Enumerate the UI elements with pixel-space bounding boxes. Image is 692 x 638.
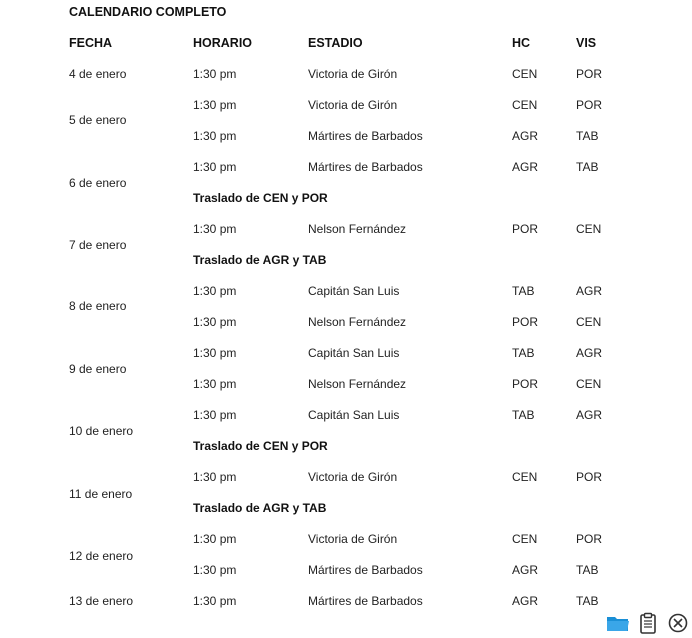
home-team: TAB	[512, 284, 535, 298]
visitor-team: AGR	[576, 346, 603, 360]
home-team: POR	[512, 377, 539, 391]
home-team: AGR	[512, 160, 539, 174]
visitor-team: TAB	[576, 160, 599, 174]
game-stadium: Victoria de Girón	[308, 98, 398, 112]
game-stadium: Victoria de Girón	[308, 470, 398, 484]
close-circle-icon[interactable]	[667, 612, 689, 634]
date-label: 11 de enero	[69, 487, 133, 501]
header-fecha: FECHA	[69, 36, 113, 50]
home-team: TAB	[512, 346, 535, 360]
date-label: 9 de enero	[69, 362, 127, 376]
game-stadium: Capitán San Luis	[308, 346, 400, 360]
home-team: POR	[512, 222, 539, 236]
visitor-team: POR	[576, 67, 603, 81]
game-time: 1:30 pm	[193, 470, 237, 484]
clipboard-icon[interactable]	[637, 612, 659, 634]
visitor-team: CEN	[576, 377, 602, 391]
visitor-team: POR	[576, 470, 603, 484]
header-hc: HC	[512, 36, 531, 50]
game-stadium: Mártires de Barbados	[308, 563, 423, 577]
transfer-note: Traslado de CEN y POR	[193, 439, 328, 453]
game-time: 1:30 pm	[193, 594, 237, 608]
home-team: AGR	[512, 594, 539, 608]
home-team: AGR	[512, 129, 539, 143]
home-team: CEN	[512, 67, 538, 81]
date-label: 4 de enero	[69, 67, 127, 81]
visitor-team: POR	[576, 532, 603, 546]
visitor-team: CEN	[576, 315, 602, 329]
game-stadium: Victoria de Girón	[308, 67, 398, 81]
visitor-team: POR	[576, 98, 603, 112]
header-estadio: ESTADIO	[308, 36, 363, 50]
visitor-team: AGR	[576, 408, 603, 422]
home-team: AGR	[512, 563, 539, 577]
date-label: 13 de enero	[69, 594, 134, 608]
game-stadium: Victoria de Girón	[308, 532, 398, 546]
home-team: CEN	[512, 470, 538, 484]
transfer-note: Traslado de CEN y POR	[193, 191, 328, 205]
game-stadium: Nelson Fernández	[308, 315, 407, 329]
date-label: 10 de enero	[69, 424, 134, 438]
game-time: 1:30 pm	[193, 222, 237, 236]
transfer-note: Traslado de AGR y TAB	[193, 501, 327, 515]
header-vis: VIS	[576, 36, 597, 50]
home-team: POR	[512, 315, 539, 329]
visitor-team: TAB	[576, 129, 599, 143]
home-team: TAB	[512, 408, 535, 422]
game-time: 1:30 pm	[193, 98, 237, 112]
game-time: 1:30 pm	[193, 67, 237, 81]
schedule-title: CALENDARIO COMPLETO	[69, 5, 227, 19]
home-team: CEN	[512, 532, 538, 546]
game-time: 1:30 pm	[193, 408, 237, 422]
game-stadium: Mártires de Barbados	[308, 160, 423, 174]
visitor-team: TAB	[576, 563, 599, 577]
visitor-team: AGR	[576, 284, 603, 298]
game-time: 1:30 pm	[193, 346, 237, 360]
date-label: 5 de enero	[69, 113, 127, 127]
transfer-note: Traslado de AGR y TAB	[193, 253, 327, 267]
game-stadium: Capitán San Luis	[308, 284, 400, 298]
game-time: 1:30 pm	[193, 563, 237, 577]
date-label: 7 de enero	[69, 238, 127, 252]
visitor-team: CEN	[576, 222, 602, 236]
folder-icon[interactable]	[606, 612, 628, 634]
date-label: 8 de enero	[69, 299, 127, 313]
home-team: CEN	[512, 98, 538, 112]
game-stadium: Nelson Fernández	[308, 377, 407, 391]
game-stadium: Mártires de Barbados	[308, 594, 423, 608]
header-horario: HORARIO	[193, 36, 253, 50]
game-stadium: Mártires de Barbados	[308, 129, 423, 143]
date-label: 12 de enero	[69, 549, 134, 563]
game-stadium: Capitán San Luis	[308, 408, 400, 422]
date-label: 6 de enero	[69, 176, 127, 190]
game-stadium: Nelson Fernández	[308, 222, 407, 236]
game-time: 1:30 pm	[193, 315, 237, 329]
game-time: 1:30 pm	[193, 532, 237, 546]
game-time: 1:30 pm	[193, 284, 237, 298]
visitor-team: TAB	[576, 594, 599, 608]
game-time: 1:30 pm	[193, 129, 237, 143]
game-time: 1:30 pm	[193, 160, 237, 174]
game-time: 1:30 pm	[193, 377, 237, 391]
